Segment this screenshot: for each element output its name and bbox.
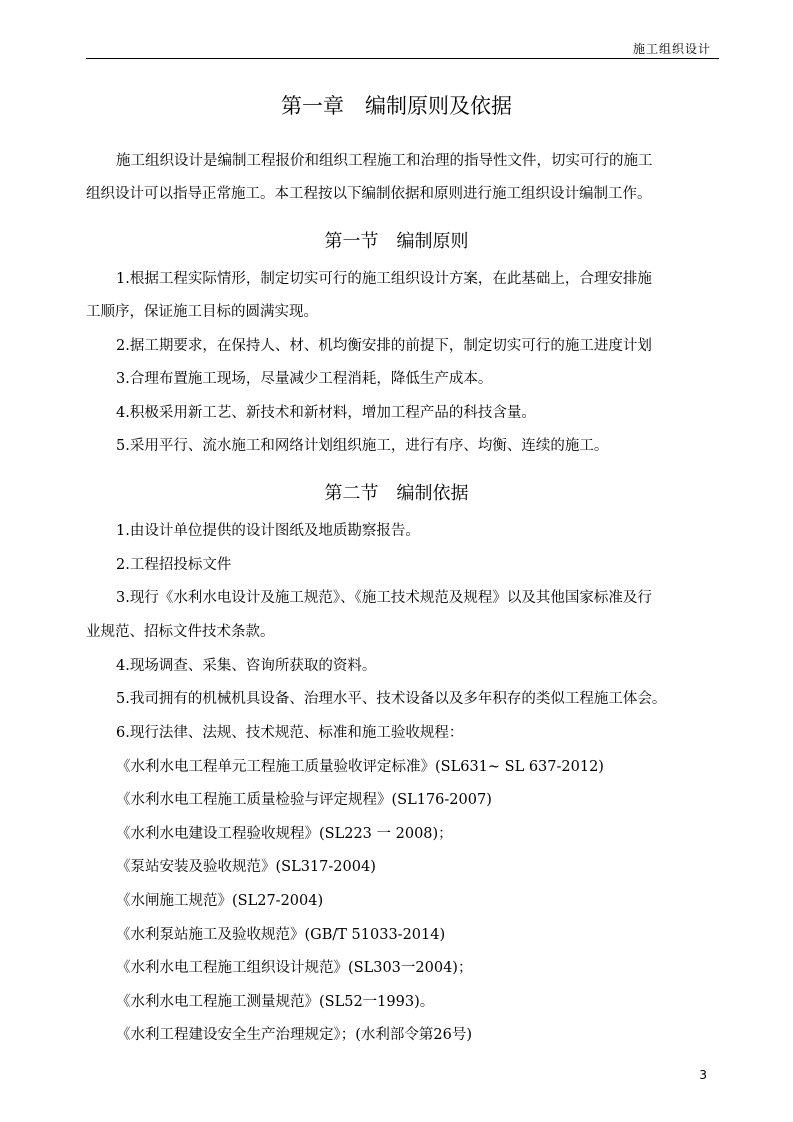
principle-line: 工顺序，保证施工目标的圆满实现。 <box>86 304 318 320</box>
standard-line: 《水利水电建设工程验收规程》(SL223 一 2008)； <box>116 826 453 842</box>
basis-line: 5.我司拥有的机械机具设备、治理水平、技术设备以及多年积存的类似工程施工体会。 <box>116 691 667 707</box>
standard-line: 《泵站安装及验收规范》(SL317-2004) <box>116 859 376 875</box>
basis-line: 3.现行《水利水电设计及施工规范》、《施工技术规范及规程》以及其他国家标准及行 <box>116 590 652 606</box>
principle-line: 3.合理布置施工现场，尽量减少工程消耗，降低生产成本。 <box>116 371 493 387</box>
section-2-title: 第二节 编制依据 <box>324 483 469 504</box>
section-1-title: 第一节 编制原则 <box>324 231 469 252</box>
standard-line: 《水利水电工程施工质量检验与评定规程》(SL176-2007) <box>116 792 492 808</box>
running-header: 施工组织设计 <box>632 42 711 56</box>
header-rule <box>86 58 719 59</box>
standard-line: 《水利工程建设安全生产治理规定》；(水利部令第26号) <box>116 1027 473 1043</box>
intro-line-1: 施工组织设计是编制工程报价和组织工程施工和治理的指导性文件，切实可行的施工 <box>116 153 653 169</box>
basis-line: 4.现场调查、采集、咨询所获取的资料。 <box>116 658 377 674</box>
intro-line-2: 组织设计可以指导正常施工。本工程按以下编制依据和原则进行施工组织设计编制工作。 <box>86 186 652 202</box>
standard-line: 《水利泵站施工及验收规范》(GB/T 51033-2014) <box>116 927 446 943</box>
standard-line: 《水利水电工程施工测量规范》(SL52一1993)。 <box>116 994 435 1010</box>
page-number: 3 <box>699 1068 707 1082</box>
standard-line: 《水闸施工规范》(SL27-2004) <box>116 893 324 909</box>
principle-line: 4.积极采用新工艺、新技术和新材料，增加工程产品的科技含量。 <box>116 405 536 421</box>
basis-line: 业规范、招标文件技术条款。 <box>86 624 275 640</box>
basis-line: 6.现行法律、法规、技术规范、标准和施工验收规程： <box>116 725 464 741</box>
basis-line: 2.工程招投标文件 <box>116 557 232 573</box>
principle-line: 2.据工期要求，在保持人、材、机均衡安排的前提下，制定切实可行的施工进度计划 <box>116 338 652 354</box>
standard-line: 《水利水电工程施工组织设计规范》(SL303一2004)； <box>116 960 473 976</box>
standard-line: 《水利水电工程单元工程施工质量验收评定标准》(SL631~ SL 637-2012) <box>116 759 604 775</box>
principle-line: 5.采用平行、流水施工和网络计划组织施工，进行有序、均衡、连续的施工。 <box>116 438 609 454</box>
principle-line: 1.根据工程实际情形，制定切实可行的施工组织设计方案，在此基础上，合理安排施 <box>116 271 652 287</box>
basis-line: 1.由设计单位提供的设计图纸及地质勘察报告。 <box>116 523 420 539</box>
chapter-title: 第一章 编制原则及依据 <box>281 94 512 118</box>
